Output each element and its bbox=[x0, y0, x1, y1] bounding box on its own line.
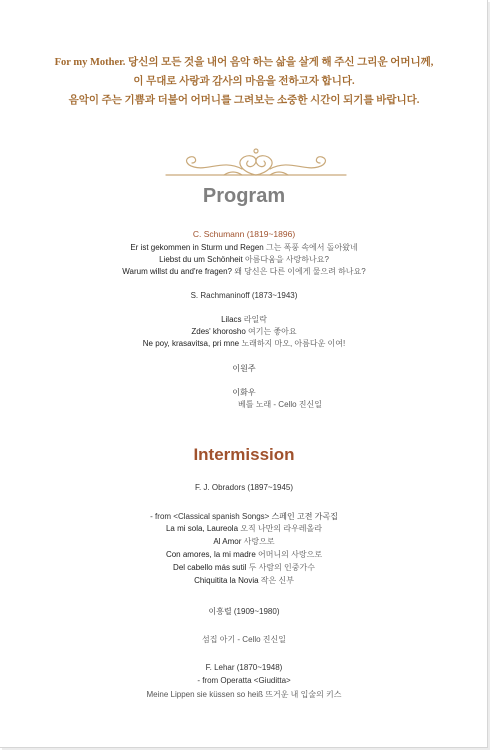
song-title: Chiquitita la Novia bbox=[194, 576, 259, 585]
source-note: - from Operatta <Giuditta> bbox=[197, 676, 291, 685]
song-line bbox=[0, 562, 488, 573]
dedication-line-1: For my Mother. 당신의 모든 것을 내어 음악 하는 삶을 살게 해 주신 그리운 어머니께, bbox=[54, 57, 434, 68]
composer-obradors: F. J. Obradors (1897~1945) bbox=[194, 483, 294, 492]
song-line bbox=[0, 575, 488, 586]
song-line bbox=[36, 399, 495, 410]
song-translation: 라일락 bbox=[243, 315, 267, 324]
composer-lee-heungryeol: 이흥렬 (1909~1980) bbox=[208, 607, 280, 616]
dedication-line-3: 음악이 주는 기쁨과 더불어 어머니를 그려보는 소중한 시간이 되기를 바랍니다. bbox=[68, 95, 420, 106]
flourish-ornament-icon bbox=[164, 145, 348, 185]
song-line bbox=[0, 536, 488, 547]
song-title: Lilacs bbox=[221, 315, 242, 324]
song-title: Liebst du um Schönheit bbox=[159, 255, 243, 264]
composer-schumann: C. Schumann (1819~1896) bbox=[192, 229, 296, 239]
performer-note: - Cello 진신일 bbox=[237, 635, 286, 644]
song-line bbox=[0, 254, 488, 265]
song-translation: 여기는 좋아요 bbox=[248, 327, 297, 336]
song-line bbox=[0, 314, 488, 325]
song-title: 베틀 노래 bbox=[238, 400, 272, 409]
composer-rachmaninoff: S. Rachmaninoff (1873~1943) bbox=[190, 291, 298, 300]
song-line bbox=[0, 689, 488, 700]
song-translation: 왜 당신은 다른 이에게 물으려 하나요? bbox=[234, 267, 366, 276]
song-translation: 작은 신부 bbox=[260, 576, 294, 585]
song-title: Al Amor bbox=[213, 537, 242, 546]
song-line bbox=[0, 242, 488, 253]
song-line bbox=[0, 338, 488, 349]
dedication-line-2: 이 무대로 사랑과 감사의 마음을 전하고자 합니다. bbox=[133, 76, 355, 87]
song-translation: 그는 폭풍 속에서 돌아왔네 bbox=[265, 243, 358, 252]
song-title: La mi sola, Laureola bbox=[165, 524, 239, 533]
song-title: Ne poy, krasavitsa, pri mne bbox=[142, 339, 240, 348]
song-translation: 오직 나만의 라우레올라 bbox=[240, 524, 322, 533]
song-title: Warum willst du and're fragen? bbox=[122, 267, 232, 276]
intermission-heading: Intermission bbox=[193, 445, 295, 464]
song-title: Meine Lippen sie küssen so heiß bbox=[146, 690, 264, 699]
song-translation: 노래하지 마오, 아름다운 이여! bbox=[241, 339, 346, 348]
dedication-text bbox=[0, 53, 488, 110]
composer-lee-wonju: 이원주 bbox=[232, 364, 256, 373]
song-translation: 사랑으로 bbox=[243, 537, 275, 546]
program-heading: Program bbox=[202, 185, 286, 207]
song-title: Con amores, la mi madre bbox=[165, 550, 256, 559]
song-title: 섬집 아기 bbox=[202, 635, 236, 644]
composer-lee-hwawoo: 이화우 bbox=[232, 388, 256, 397]
performer-note: - Cello 진신일 bbox=[273, 400, 322, 409]
song-title: Del cabello más sutil bbox=[173, 563, 247, 572]
song-line bbox=[0, 326, 488, 337]
song-line bbox=[0, 549, 488, 560]
song-title: Er ist gekommen in Sturm und Regen bbox=[130, 243, 264, 252]
song-translation: 뜨거운 내 입술의 키스 bbox=[265, 690, 342, 699]
song-title: Zdes' khorosho bbox=[191, 327, 246, 336]
song-line bbox=[0, 266, 488, 277]
song-translation: 두 사람의 인중가수 bbox=[248, 563, 315, 572]
song-line bbox=[0, 523, 488, 534]
composer-lehar: F. Lehar (1870~1948) bbox=[205, 663, 283, 672]
song-translation: 아름다움을 사랑하나요? bbox=[244, 255, 329, 264]
song-line bbox=[0, 634, 488, 645]
song-translation: 어머니의 사랑으로 bbox=[258, 550, 323, 559]
source-note: - from <Classical spanish Songs> 스페인 고전 가곡집 bbox=[150, 512, 338, 521]
